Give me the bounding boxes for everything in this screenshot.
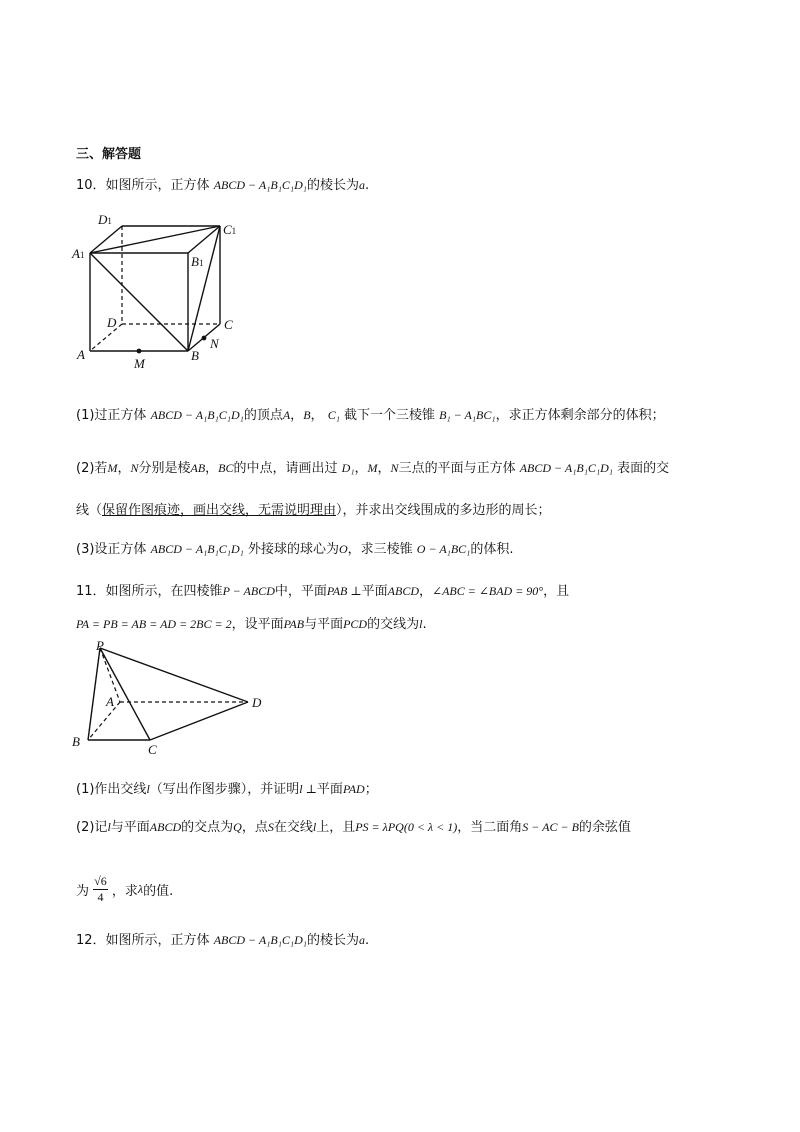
q12-intro-line: 12．如图所示，正方体 ABCD − A₁B₁C₁D₁的棱长为a. bbox=[76, 933, 370, 948]
q11-fraction: $\frac{√6}{4}$ bbox=[94, 874, 107, 904]
q10-number: 10． bbox=[76, 178, 106, 193]
q11-label-p: P bbox=[96, 638, 104, 653]
q10-underlined-note: 保留作图痕迹，画出交线，无需说明理由 bbox=[102, 503, 337, 518]
q10-label-c1: C1 bbox=[223, 222, 237, 237]
q10-label-b1: B1 bbox=[191, 254, 204, 269]
q10-label-m: M bbox=[134, 356, 145, 371]
q10-label-a1: A1 bbox=[72, 246, 85, 261]
q11-label-a: A bbox=[106, 694, 114, 709]
q10-intro-line bbox=[76, 174, 369, 193]
q11-label-d: D bbox=[252, 695, 262, 710]
q10-label-b: B bbox=[191, 348, 199, 363]
q10-part2-line1: (2)若M，N分别是棱AB，BC的中点，请画出过 D₁，M，N三点的平面与正方体 ABCD − A₁B₁C₁D₁ 表面的交 bbox=[76, 461, 670, 476]
q10-point-n bbox=[202, 336, 207, 341]
q10-intro: 如图所示，正方体 bbox=[105, 178, 210, 193]
q11-label-c: C bbox=[148, 742, 157, 757]
q11-vector-eq: PS = λPQ(0 < λ < 1) bbox=[355, 820, 458, 834]
q10-point-m bbox=[137, 349, 142, 354]
q11-part2-line2: 为 $\frac{√6}{4}$ ，求λ的值. bbox=[76, 874, 174, 904]
q10-label-n: N bbox=[210, 336, 219, 351]
q11-pyramid-figure bbox=[66, 636, 276, 758]
q10-label-d: D bbox=[107, 315, 117, 330]
q10-part1: (1)过正方体 ABCD − A₁B₁C₁D₁的顶点A，B， C₁ 截下一个三棱锥 B₁ − A₁BC₁，求正方体剩余部分的体积； bbox=[76, 408, 665, 423]
q10-a: a bbox=[358, 178, 365, 192]
q10-label-a: A bbox=[77, 347, 85, 362]
q10-dot: . bbox=[364, 178, 370, 193]
section-title: 三、解答题 bbox=[76, 147, 142, 162]
q10-label-d1: D1 bbox=[98, 212, 112, 227]
q10-edge: 的棱长为 bbox=[306, 178, 359, 193]
q10-part3: (3)设正方体 ABCD − A₁B₁C₁D₁ 外接球的球心为O，求三棱锥 O − A₁BC₁的体积. bbox=[76, 542, 514, 557]
q11-label-b: B bbox=[72, 734, 80, 749]
q11-line2: PA = PB = AB = AD = 2BC = 2，设平面PAB与平面PCD的交线为l. bbox=[76, 617, 427, 632]
q10-label-c: C bbox=[224, 317, 233, 332]
q10-cube-figure bbox=[70, 208, 250, 372]
q11-part1: (1)作出交线l（写出作图步骤），并证明l ⊥平面PAD； bbox=[76, 782, 378, 797]
q10-cube: ABCD − A₁B₁C₁D₁ bbox=[213, 178, 307, 192]
q11-line1: 11．如图所示，在四棱锥P − ABCD中，平面PAB ⊥平面ABCD，∠ABC = ∠BAD = 90°，且 bbox=[76, 584, 570, 599]
q10-part2-line2: 线（保留作图痕迹，画出交线，无需说明理由），并求出交线围成的多边形的周长； bbox=[76, 503, 551, 518]
q11-part2-line1: (2)记l与平面ABCD的交点为Q，点S在交线l上，且PS = λPQ(0 < λ < 1)，当二面角S − AC − B的余弦值 bbox=[76, 820, 631, 835]
